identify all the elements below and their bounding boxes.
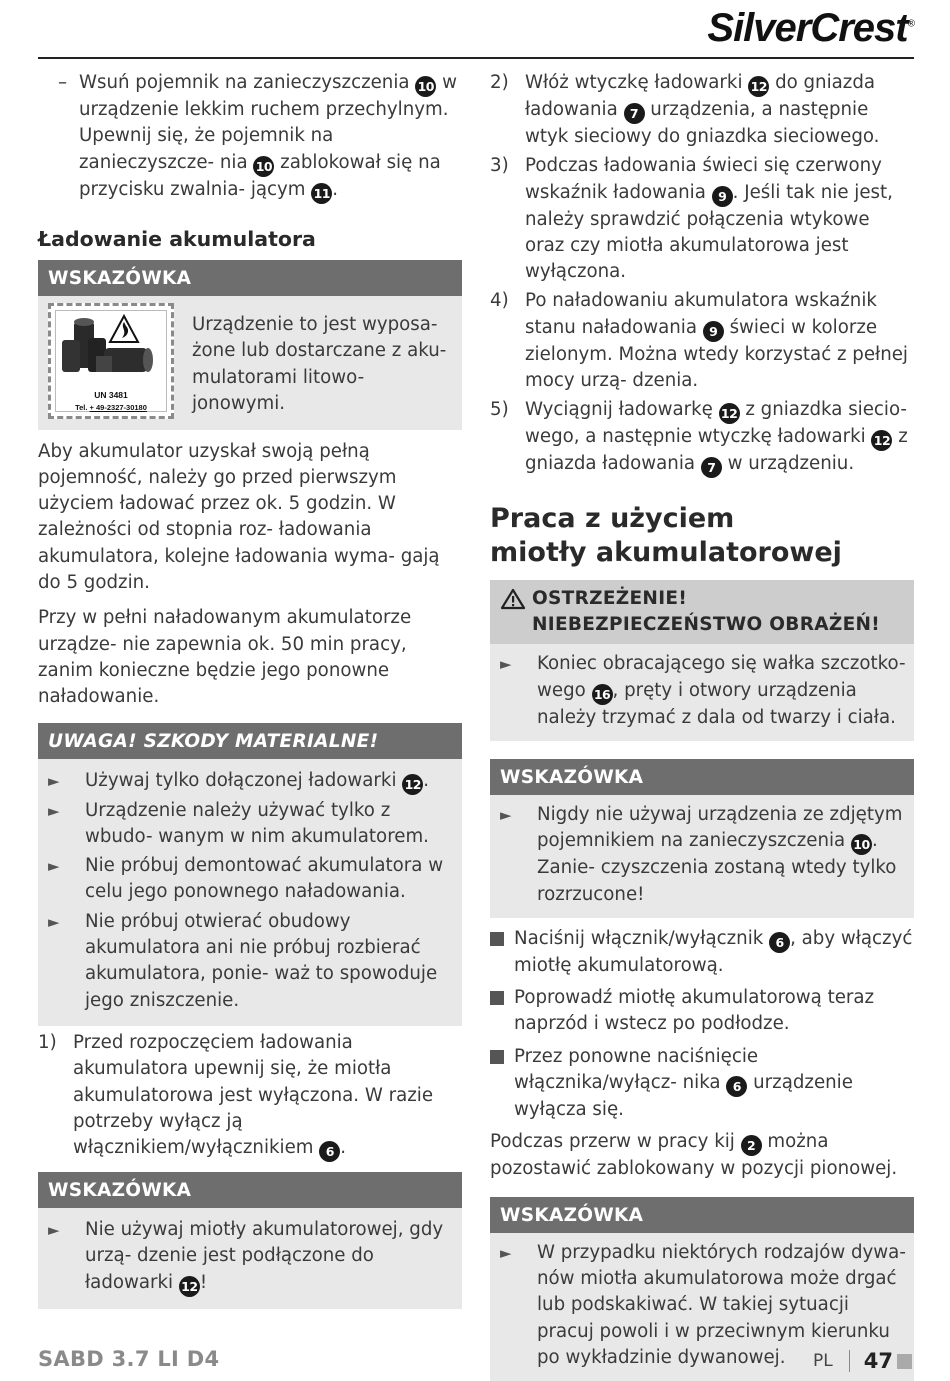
step-1: 1) Przed rozpoczęciem ładowania akumulatora upewnij się, że miotła akumulatorowa jest wyłączona. W razie potrzeby wyłącz ją włącznikiem/wyłącznikiem 6 . xyxy=(38,1030,462,1162)
arrow-bullet-icon: ► xyxy=(48,1221,60,1240)
header-rule xyxy=(38,57,914,59)
note-item: ► Nigdy nie używaj urządzenia ze zdjętym pojemnikiem na zanieczyszczenia 10 . Zanie- czyszczenia zostaną wtedy tylko rozrzucone! xyxy=(500,803,903,905)
callout-9: 9 xyxy=(703,321,724,342)
callout-12: 12 xyxy=(748,76,769,97)
paragraph: Podczas przerw w pracy kij 2 można pozostawić zablokowany w pozycji pionowej. xyxy=(490,1131,898,1180)
square-bullet-icon xyxy=(490,1050,504,1064)
caution-item: ► Urządzenie należy używać tylko z wbudo- wanym w nim akumulatorem. xyxy=(48,799,429,847)
arrow-bullet-icon: ► xyxy=(500,655,512,674)
arrow-bullet-icon: ► xyxy=(500,805,512,824)
caution-title: UWAGA! SZKODY MATERIALNE! xyxy=(38,723,462,759)
note-box-charger xyxy=(38,1172,462,1309)
caution-item: ► Nie próbuj demontować akumulatora w celu jego ponownego naładowania. xyxy=(48,855,444,903)
callout-6: 6 xyxy=(769,932,790,953)
warning-triangle-icon xyxy=(500,588,526,610)
note-title: WSKAZÓWKA xyxy=(490,1197,914,1233)
paragraph: Przy w pełni naładowanym akumulatorze urządze- nie zapewnia ok. 50 min pracy, zanim konieczne będzie jego ponowne naładowanie. xyxy=(38,607,412,708)
callout-12: 12 xyxy=(719,403,740,424)
warning-title: OSTRZEŻENIE! NIEBEZPIECZEŃSTWO OBRAŻEŃ! xyxy=(490,580,914,644)
step-2: 2) Włóż wtyczkę ładowarki 12 do gniazda ładowania 7 urządzenia, a następnie wtyk sieciowy do gniazdka sieciowego. xyxy=(490,72,880,147)
caution-item: ► Nie próbuj otwierać obudowy akumulatora ani nie próbuj rozbierać akumulatora, ponie- waż to spowoduje jego zniszczenie. xyxy=(48,910,438,1011)
note-text: Urządzenie to jest wyposa- żone lub dostarczane z aku- mulatorami litowo-jonowymi. xyxy=(192,314,447,414)
square-bullet-icon xyxy=(490,991,504,1005)
page-footer xyxy=(813,1349,912,1373)
note-title: WSKAZÓWKA xyxy=(38,260,462,296)
callout-16: 16 xyxy=(592,684,613,705)
callout-12: 12 xyxy=(179,1276,200,1297)
note-box-container xyxy=(490,759,914,918)
section-heading-operation: Praca z użyciem miotły akumulatorowej xyxy=(490,503,842,569)
warning-box xyxy=(490,580,914,741)
callout-6: 6 xyxy=(319,1141,340,1162)
arrow-bullet-icon: ► xyxy=(500,1243,512,1262)
arrow-bullet-icon: ► xyxy=(48,857,60,876)
step-4: 4) Po naładowaniu akumulatora wskaźnik stanu naładowania 9 świeci w kolorze zielonym. Można wtedy korzystać z pełnej mocy urzą- dzenia. xyxy=(490,290,908,392)
callout-2: 2 xyxy=(741,1135,762,1156)
action-item: Naciśnij włącznik/wyłącznik 6 , aby włączyć miotłę akumulatorową. xyxy=(490,926,914,979)
action-item: Przez ponowne naciśnięcie włącznika/wyłącz- nika 6 urządzenie wyłącza się. xyxy=(490,1044,914,1124)
language-code: PL xyxy=(813,1351,833,1371)
paragraph: Aby akumulator uzyskał swoją pełną pojemność, należy go przed pierwszym użyciem ładować przez ok. 5 godzin. W zależności od stopnia roz- ładowania akumulatora, kolejne ładowania wyma- gają do 5 godzin. xyxy=(38,440,440,594)
note-item: ► W przypadku niektórych rodzajów dywa- nów miotła akumulatorowa może drgać lub podskakiwać. W takiej sytuacji pracuj powoli i w przeciwnym kierunku po wykładzinie dywanowej. xyxy=(500,1241,906,1368)
page-number: 47 xyxy=(863,1349,893,1373)
footer-divider xyxy=(849,1350,850,1372)
arrow-bullet-icon: ► xyxy=(48,771,60,790)
note-title: WSKAZÓWKA xyxy=(38,1172,462,1208)
callout-7: 7 xyxy=(701,457,722,478)
callout-10: 10 xyxy=(253,156,274,177)
step-5: 5) Wyciągnij ładowarkę 12 z gniazdka siecio- wego, a następnie wtyczkę ładowarki 12 z gniazda ładowania 7 w urządzeniu. xyxy=(490,397,914,478)
intro-step: – Wsuń pojemnik na zanieczyszczenia 10 w urządzenie lekkim ruchem przechylnym. Upewnij się, że pojemnik na zanieczyszcze- nia 10 zablokował się na przycisku zwalnia- jącym 11 . xyxy=(38,70,462,204)
note-box-battery xyxy=(38,260,462,430)
callout-10: 10 xyxy=(415,76,436,97)
callout-12: 12 xyxy=(402,774,423,795)
step-3: 3) Podczas ładowania świeci się czerwony wskaźnik ładowania 9 . Jeśli tak nie jest, należy sprawdzić połączenia wtykowe oraz czy miotła akumulatorowa jest wyłączona. xyxy=(490,155,893,283)
callout-7: 7 xyxy=(624,103,645,124)
callout-11: 11 xyxy=(311,183,332,204)
model-number: SABD 3.7 LI D4 xyxy=(38,1347,220,1371)
callout-6: 6 xyxy=(726,1076,747,1097)
caution-box xyxy=(38,723,462,1026)
left-column xyxy=(38,68,462,1309)
brand-logo: SilverCrest® xyxy=(707,6,914,50)
callout-10: 10 xyxy=(851,834,872,855)
page-marker-square-icon xyxy=(897,1354,912,1369)
callout-12: 12 xyxy=(871,430,892,451)
note-item: ► Nie używaj miotły akumulatorowej, gdy urzą- dzenie jest podłączone do ładowarki 12 ! xyxy=(48,1217,454,1297)
warning-item: ► Koniec obracającego się wałka szczotko- wego 16 , pręty i otwory urządzenia należy trzymać z dala od twarzy i ciała. xyxy=(500,653,906,728)
arrow-bullet-icon: ► xyxy=(48,912,60,931)
section-heading-charging: Ładowanie akumulatora xyxy=(38,226,316,251)
arrow-bullet-icon: ► xyxy=(48,801,60,820)
right-column xyxy=(490,68,914,1381)
caution-item: ► Używaj tylko dołączonej ładowarki 12 . xyxy=(48,768,454,795)
action-item: Poprowadź miotłę akumulatorową teraz naprzód i wstecz po podłodze. xyxy=(490,985,914,1038)
lithium-battery-label-icon: UN 3481 Tel. + 49-2327-30180 xyxy=(48,303,174,419)
callout-9: 9 xyxy=(712,186,733,207)
square-bullet-icon xyxy=(490,932,504,946)
note-title: WSKAZÓWKA xyxy=(490,759,914,795)
